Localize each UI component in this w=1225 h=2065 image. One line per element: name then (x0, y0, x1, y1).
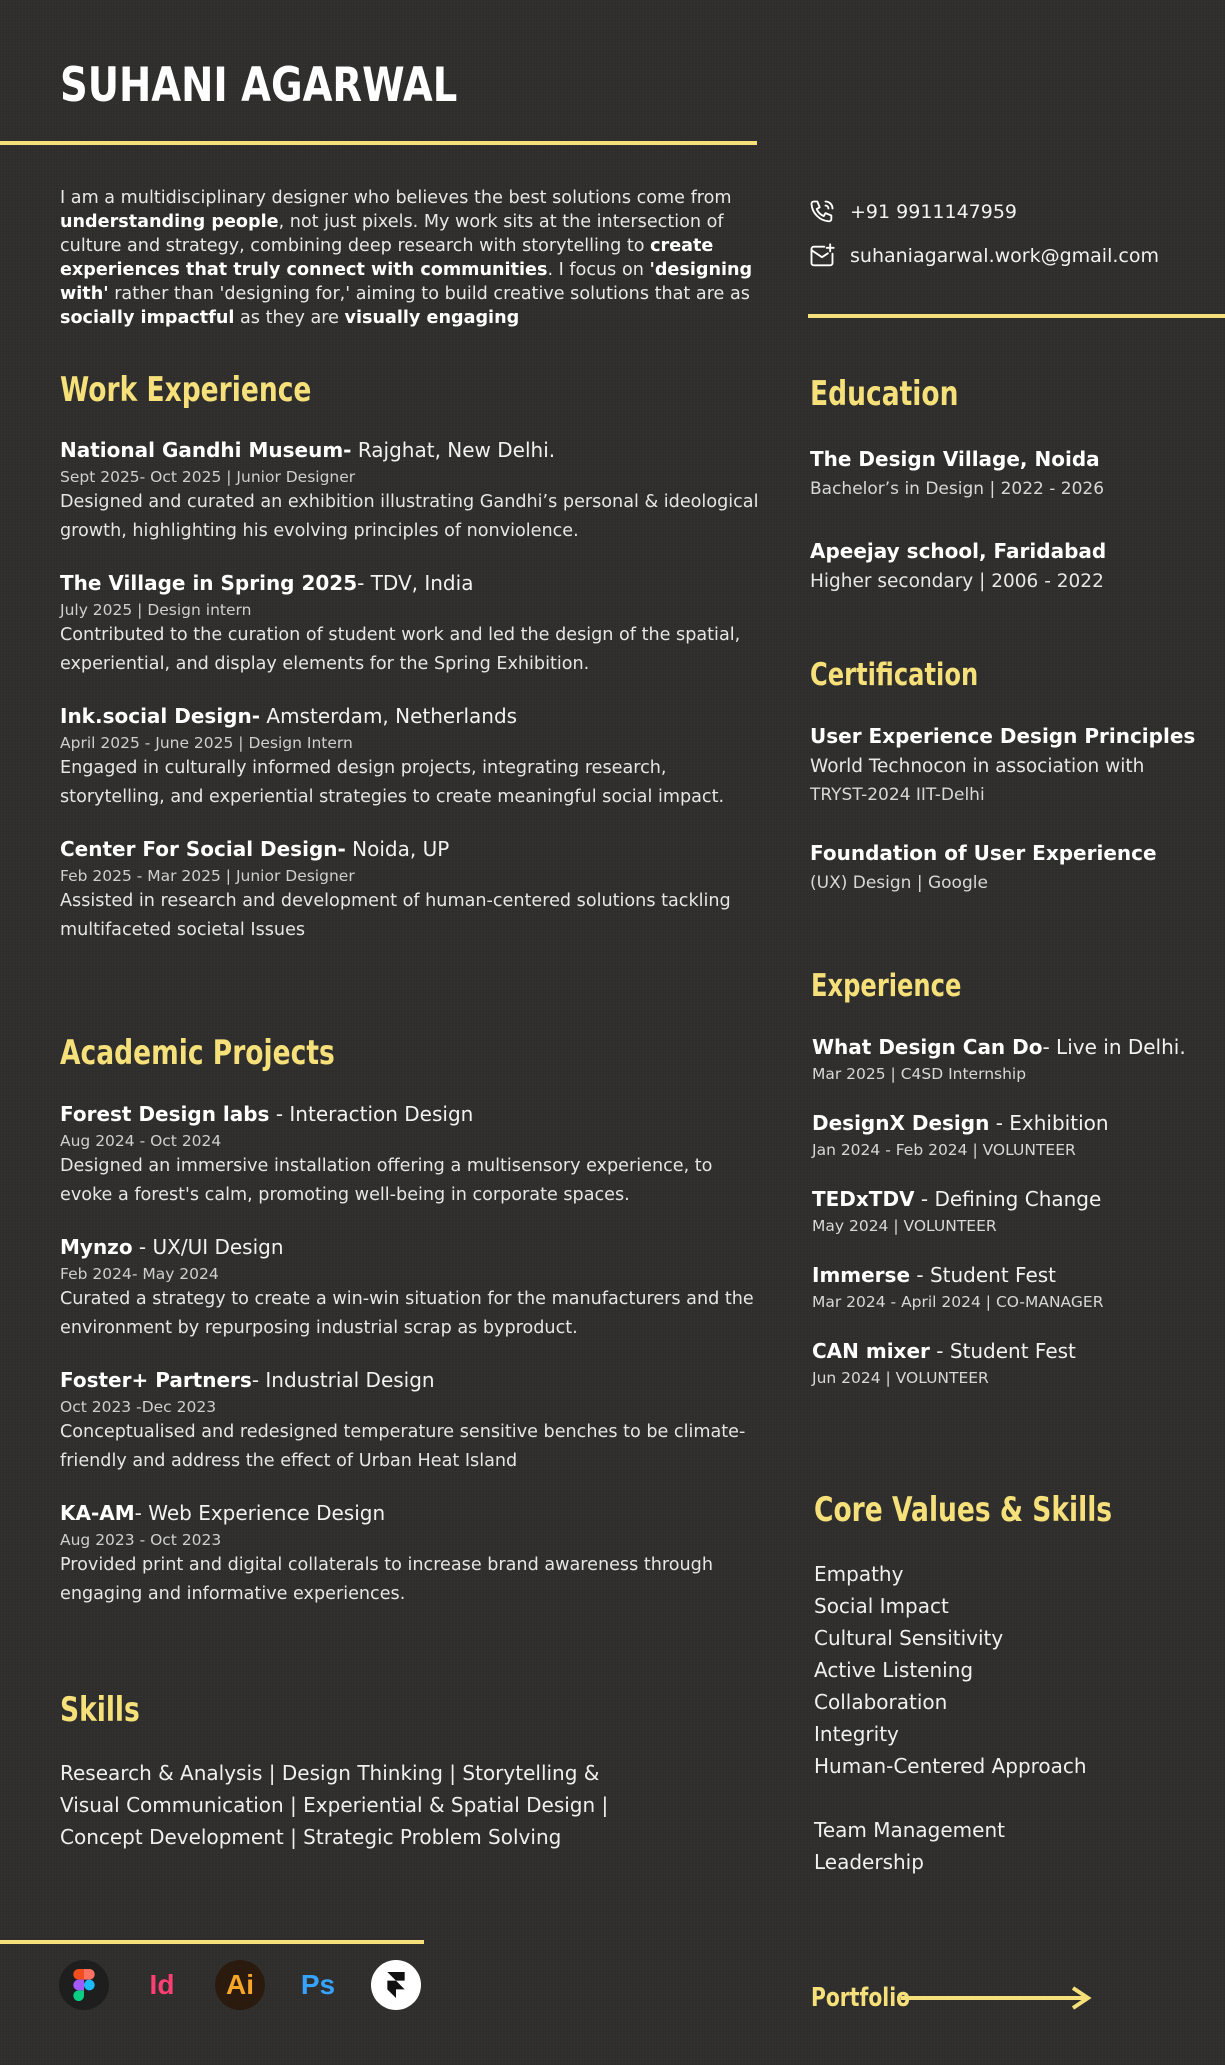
entry-location: - Interaction Design (269, 1102, 474, 1126)
entry-description: Conceptualised and redesigned temperature sensitive benches to be climate-friendly and address the effect of Urban Heat Island (60, 1422, 746, 1471)
experience-org: What Design Can Do (812, 1035, 1043, 1059)
cert-title: User Experience Design Principles (810, 724, 1196, 748)
experience-org: DesignX Design (812, 1111, 990, 1135)
entry-location: Noida, UP (345, 837, 450, 861)
academic-projects-heading: Academic Projects (60, 1033, 335, 1073)
education-item (810, 447, 1106, 499)
experience-role: - Exhibition (989, 1111, 1109, 1135)
cert-issuer-detail: TRYST-2024 IIT-Delhi (810, 785, 985, 805)
entry-org: KA-AM (60, 1501, 135, 1525)
entry-location: - Industrial Design (251, 1368, 435, 1392)
work-experience-list (60, 438, 760, 945)
photoshop-icon: Ps (300, 1969, 336, 2000)
portfolio-label: Portfolio (811, 1983, 911, 2013)
experience-title (812, 1035, 1186, 1059)
work-entry (60, 438, 760, 546)
skills-line: Concept Development | Strategic Problem Solving (60, 1825, 562, 1849)
header-divider (0, 141, 757, 145)
candidate-name: SUHANI AGARWAL (60, 58, 458, 113)
entry-title (60, 837, 760, 861)
email-address: suhaniagarwal.work@gmail.com (850, 245, 1159, 267)
academic-entry (60, 1235, 760, 1343)
core-values-list (814, 1558, 1087, 1878)
figma-icon (59, 1960, 109, 2010)
entry-description: Assisted in research and development of human-centered solutions tackling multifaceted societal Issues (60, 891, 731, 940)
intro-text: I am a multidisciplinary designer who believes the best solutions come from (60, 188, 732, 208)
experience-role: - Defining Change (914, 1187, 1102, 1211)
experience-meta: Mar 2024 - April 2024 | CO-MANAGER (812, 1293, 1104, 1311)
entry-title (60, 1235, 760, 1259)
core-value-item: Leadership (814, 1850, 924, 1874)
core-values-heading: Core Values & Skills (814, 1490, 1113, 1530)
school-name: The Design Village, Noida (810, 447, 1100, 471)
entry-title (60, 1501, 760, 1525)
tools-divider (0, 1940, 424, 1944)
entry-description: Curated a strategy to create a win-win situation for the manufacturers and the environment by repurposing industrial scrap as byproduct. (60, 1289, 754, 1338)
academic-entry (60, 1102, 760, 1210)
education-list (810, 447, 1106, 592)
entry-org: Mynzo (60, 1235, 133, 1259)
indesign-icon: Id (149, 1969, 175, 2000)
intro-emphasis: 'designing with' (60, 260, 753, 304)
entry-org: The Village in Spring 2025 (60, 571, 358, 595)
intro-emphasis: visually engaging (344, 308, 520, 328)
skills-heading: Skills (60, 1690, 140, 1730)
phone-icon (808, 198, 836, 226)
entry-org: National Gandhi Museum- (60, 438, 352, 462)
experience-title (812, 1111, 1186, 1135)
certification-item (810, 724, 1195, 805)
illustrator-icon: Ai (215, 1960, 265, 2010)
email-row[interactable] (808, 242, 1159, 270)
experience-role: - Live in Delhi. (1042, 1035, 1186, 1059)
entry-location: - TDV, India (357, 571, 474, 595)
experience-entry (812, 1111, 1186, 1159)
experience-org: Immerse (812, 1263, 911, 1287)
experience-title (812, 1263, 1186, 1287)
entry-title (60, 1368, 760, 1392)
entry-meta: April 2025 - June 2025 | Design Intern (60, 734, 353, 752)
experience-org: CAN mixer (812, 1339, 930, 1363)
intro-emphasis: create experiences that truly connect with communities (60, 236, 714, 280)
intro-text: . I focus on (547, 260, 650, 280)
intro-text: as they are (234, 308, 345, 328)
experience-meta: Mar 2025 | C4SD Internship (812, 1065, 1027, 1083)
experience-meta: Jan 2024 - Feb 2024 | VOLUNTEER (812, 1141, 1076, 1159)
entry-org: Foster+ Partners (60, 1368, 252, 1392)
experience-meta: Jun 2024 | VOLUNTEER (812, 1369, 989, 1387)
education-item (810, 539, 1106, 592)
experience-heading: Experience (811, 968, 962, 1004)
entry-description: Contributed to the curation of student work and led the design of the spatial, experiential, and display elements for the Spring Exhibition. (60, 625, 741, 674)
entry-title (60, 1102, 760, 1126)
entry-location: Rajghat, New Delhi. (351, 438, 556, 462)
core-value-item: Active Listening (814, 1658, 974, 1682)
work-entry (60, 571, 760, 679)
experience-entry (812, 1339, 1186, 1387)
core-value-item: Cultural Sensitivity (814, 1626, 1004, 1650)
cert-issuer: World Technocon in association with (810, 756, 1145, 777)
contact-divider (808, 314, 1225, 318)
education-heading: Education (810, 374, 959, 414)
entry-org: Ink.social Design- (60, 704, 261, 728)
entry-meta: Aug 2024 - Oct 2024 (60, 1132, 222, 1150)
experience-role: - Student Fest (910, 1263, 1057, 1287)
experience-list (812, 1035, 1186, 1387)
school-name: Apeejay school, Faridabad (810, 539, 1107, 563)
arrow-right-icon (901, 1986, 1093, 2010)
entry-meta: Feb 2024- May 2024 (60, 1265, 219, 1283)
intro-text: , not just pixels. My work sits at the intersection of culture and strategy, combining deep research with storytelling to (60, 212, 724, 256)
phone-row[interactable] (808, 198, 1159, 226)
entry-meta: Oct 2023 -Dec 2023 (60, 1398, 217, 1416)
experience-entry (812, 1035, 1186, 1083)
academic-projects-list (60, 1102, 760, 1609)
entry-location: - Web Experience Design (134, 1501, 386, 1525)
certification-list (810, 724, 1195, 893)
school-detail: Bachelor’s in Design | 2022 - 2026 (810, 479, 1105, 499)
experience-entry (812, 1187, 1186, 1235)
intro-paragraph (60, 186, 760, 330)
core-value-item: Team Management (814, 1818, 1005, 1842)
experience-title (812, 1339, 1186, 1363)
entry-meta: Feb 2025 - Mar 2025 | Junior Designer (60, 867, 355, 885)
skills-line: Visual Communication | Experiential & Spatial Design | (60, 1793, 609, 1817)
entry-title (60, 704, 760, 728)
entry-meta: Aug 2023 - Oct 2023 (60, 1531, 222, 1549)
work-experience-heading: Work Experience (60, 370, 312, 410)
skills-line: Research & Analysis | Design Thinking | Storytelling & (60, 1761, 600, 1785)
intro-text: rather than 'designing for,' aiming to build creative solutions that are as (108, 284, 750, 304)
core-values-spacer (814, 1782, 1087, 1814)
core-value-item: Collaboration (814, 1690, 948, 1714)
cert-issuer: (UX) Design | Google (810, 873, 988, 893)
core-value-item: Integrity (814, 1722, 899, 1746)
experience-meta: May 2024 | VOLUNTEER (812, 1217, 997, 1235)
experience-role: - Student Fest (929, 1339, 1076, 1363)
entry-title (60, 438, 760, 462)
framer-icon (371, 1960, 421, 2010)
entry-org: Forest Design labs (60, 1102, 270, 1126)
certification-heading: Certification (810, 657, 979, 693)
work-entry (60, 837, 760, 945)
academic-entry (60, 1501, 760, 1609)
experience-entry (812, 1263, 1186, 1311)
entry-meta: July 2025 | Design intern (60, 601, 252, 619)
entry-description: Designed and curated an exhibition illustrating Gandhi’s personal & ideological growth, highlighting his evolving principles of nonviolence. (60, 492, 759, 541)
entry-title (60, 571, 760, 595)
certification-item (810, 841, 1195, 893)
entry-description: Provided print and digital collaterals to increase brand awareness through engaging and informative experiences. (60, 1555, 713, 1604)
core-value-item: Empathy (814, 1562, 904, 1586)
intro-emphasis: socially impactful (60, 308, 235, 328)
academic-entry (60, 1368, 760, 1476)
entry-description: Engaged in culturally informed design projects, integrating research, storytelling, and experiential strategies to create meaningful social impact. (60, 758, 725, 807)
entry-org: Center For Social Design- (60, 837, 346, 861)
core-value-item: Social Impact (814, 1594, 949, 1618)
work-entry (60, 704, 760, 812)
portfolio-link[interactable] (811, 1983, 1093, 2013)
entry-description: Designed an immersive installation offering a multisensory experience, to evoke a forest's calm, promoting well-being in corporate spaces. (60, 1156, 713, 1205)
entry-location: Amsterdam, Netherlands (260, 704, 518, 728)
cert-title: Foundation of User Experience (810, 841, 1157, 865)
intro-emphasis: understanding people (60, 212, 279, 232)
skills-list (60, 1757, 680, 1853)
school-detail: Higher secondary | 2006 - 2022 (810, 571, 1104, 592)
mail-icon (808, 242, 836, 270)
contact-block (808, 198, 1159, 270)
phone-number: +91 9911147959 (850, 201, 1018, 223)
core-value-item: Human-Centered Approach (814, 1754, 1087, 1778)
experience-org: TEDxTDV (812, 1187, 915, 1211)
entry-meta: Sept 2025- Oct 2025 | Junior Designer (60, 468, 356, 486)
tools-row (59, 1960, 421, 2010)
entry-location: - UX/UI Design (132, 1235, 284, 1259)
experience-title (812, 1187, 1186, 1211)
